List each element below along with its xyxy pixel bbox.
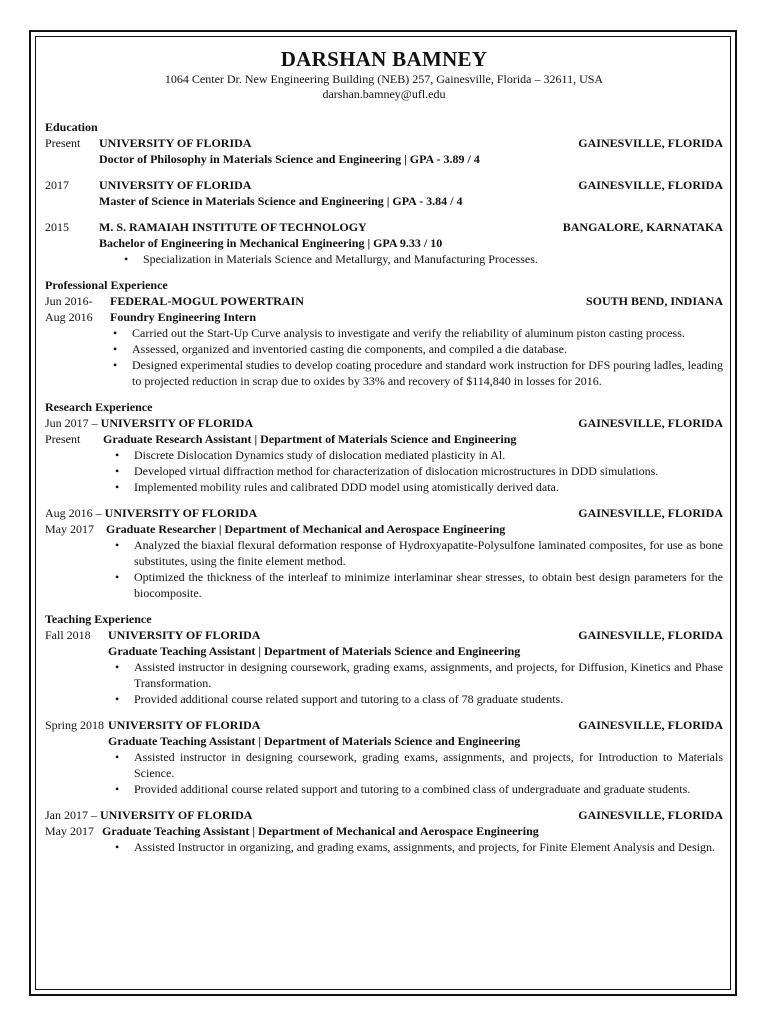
entry-location: GAINESVILLE, FLORIDA: [578, 628, 723, 642]
entry-date: Present: [45, 136, 81, 150]
bullet-list: [45, 537, 723, 601]
entry-role: Graduate Teaching Assistant | Department of Mechanical and Aerospace Engineering: [102, 824, 539, 838]
entry-date-start: Jun 2017 –: [45, 416, 101, 430]
entry-location: GAINESVILLE, FLORIDA: [578, 178, 723, 192]
entry-date-end: May 2017: [45, 824, 94, 838]
education-entry: [45, 135, 723, 167]
section-title-teaching: Teaching Experience: [45, 612, 152, 626]
bullet-item: • Specialization in Materials Science and Metallurgy, and Manufacturing Processes.: [99, 251, 723, 267]
resume: [45, 46, 723, 855]
resume-address: 1064 Center Dr. New Engineering Building (NEB) 257, Gainesville, Florida – 32611, USA: [164, 72, 604, 86]
entry-location: SOUTH BEND, INDIANA: [585, 294, 723, 308]
entry-organization: UNIVERSITY OF FLORIDA: [100, 416, 254, 430]
section-title-professional: Professional Experience: [45, 278, 168, 292]
bullet-item: • Provided additional course related support and tutoring to a combined class of undergraduate and graduate students.: [90, 781, 723, 797]
experience-entry: [45, 293, 723, 389]
entry-organization: UNIVERSITY OF FLORIDA: [108, 628, 261, 642]
bullet-list: [45, 325, 723, 389]
entry-organization: UNIVERSITY OF FLORIDA: [108, 718, 261, 732]
entry-date: Fall 2018: [45, 628, 91, 642]
bullet-item: • Implemented mobility rules and calibrated DDD model using atomistically derived data.: [90, 479, 723, 495]
bullet-item: • Developed virtual diffraction method for characterization of dislocation microstructures in DDD simulations.: [90, 463, 723, 479]
entry-date-start: Jan 2017 –: [45, 808, 100, 822]
entry-date-start: Jun 2016-: [45, 294, 93, 308]
entry-role: Graduate Research Assistant | Department of Materials Science and Engineering: [103, 432, 517, 446]
education-entry: [45, 177, 723, 209]
entry-organization: FEDERAL-MOGUL POWERTRAIN: [110, 294, 304, 308]
entry-organization: UNIVERSITY OF FLORIDA: [104, 506, 258, 520]
entry-organization: UNIVERSITY OF FLORIDA: [99, 178, 252, 192]
entry-location: GAINESVILLE, FLORIDA: [578, 718, 723, 732]
entry-role: Graduate Teaching Assistant | Department of Materials Science and Engineering: [108, 644, 521, 658]
teaching-entry: [45, 807, 723, 855]
resume-email: darshan.bamney@ufl.edu: [322, 87, 446, 101]
entry-role: Graduate Researcher | Department of Mechanical and Aerospace Engineering: [106, 522, 506, 536]
resume-name: DARSHAN BAMNEY: [280, 47, 488, 71]
entry-organization: UNIVERSITY OF FLORIDA: [100, 808, 253, 822]
section-title-education: Education: [45, 120, 98, 134]
entry-organization: UNIVERSITY OF FLORIDA: [99, 136, 252, 150]
entry-date: 2017: [45, 178, 69, 192]
bullet-item: • Provided additional course related support and tutoring to a class of 78 graduate students.: [90, 691, 723, 707]
entry-degree: Doctor of Philosophy in Materials Science and Engineering | GPA - 3.89 / 4: [99, 152, 480, 166]
bullet-item: • Designed experimental studies to develop coating procedure and standard work instruction for DFS pouring ladles, leading to projected reduction in scrap due to oxides by 33% and recovery of $114,840 in losses for 2016.: [88, 357, 723, 389]
teaching-entry: [45, 627, 723, 707]
experience-entry: [45, 415, 723, 495]
bullet-item: • Analyzed the biaxial flexural deformation response of Hydroxyapatite-Polysulfone laminated composites, for use as bone substitutes, using the finite element method.: [90, 537, 723, 569]
entry-degree: Bachelor of Engineering in Mechanical Engineering | GPA 9.33 / 10: [99, 236, 443, 250]
entry-location: GAINESVILLE, FLORIDA: [578, 416, 723, 430]
bullet-list: [45, 251, 723, 267]
experience-entry: [45, 505, 723, 601]
teaching-entry: [45, 717, 723, 797]
education-section: [45, 135, 723, 267]
professional-section: [45, 293, 723, 389]
entry-degree: Master of Science in Materials Science and Engineering | GPA - 3.84 / 4: [99, 194, 463, 208]
bullet-item: • Assessed, organized and inventoried casting die components, and compiled a die database.: [88, 341, 723, 357]
entry-location: BANGALORE, KARNATAKA: [562, 220, 723, 234]
entry-date-end: Present: [45, 432, 81, 446]
bullet-item: • Assisted instructor in designing coursework, grading exams, assignments, and projects, for Introduction to Materials Science.: [90, 749, 723, 781]
entry-date: Spring 2018: [45, 718, 105, 732]
bullet-list: [45, 839, 723, 855]
entry-location: GAINESVILLE, FLORIDA: [578, 808, 723, 822]
education-entry: [45, 219, 723, 267]
entry-role: Foundry Engineering Intern: [110, 310, 257, 324]
bullet-item: • Optimized the thickness of the interleaf to minimize interlaminar shear stresses, to obtain best design parameters for the biocomposite.: [90, 569, 723, 601]
bullet-item: • Assisted instructor in designing coursework, grading exams, assignments, and projects, for Diffusion, Kinetics and Phase Transformation.: [90, 659, 723, 691]
entry-date-end: Aug 2016: [45, 310, 93, 324]
bullet-item: • Assisted Instructor in organizing, and grading exams, assignments, and projects, for Finite Element Analysis and Design.: [90, 839, 723, 855]
entry-role: Graduate Teaching Assistant | Department of Materials Science and Engineering: [108, 734, 521, 748]
bullet-item: • Discrete Dislocation Dynamics study of dislocation mediated plasticity in Al.: [90, 447, 723, 463]
bullet-list: [45, 447, 723, 495]
entry-organization: M. S. RAMAIAH INSTITUTE OF TECHNOLOGY: [99, 220, 367, 234]
research-section: [45, 415, 723, 601]
entry-date-start: Aug 2016 –: [45, 506, 105, 520]
entry-date-end: May 2017: [45, 522, 94, 536]
bullet-list: [45, 659, 723, 707]
teaching-section: [45, 627, 723, 855]
bullet-item: • Carried out the Start-Up Curve analysis to investigate and verify the reliability of aluminum piston casting process.: [88, 325, 723, 341]
entry-location: GAINESVILLE, FLORIDA: [578, 506, 723, 520]
bullet-list: [45, 749, 723, 797]
entry-date: 2015: [45, 220, 69, 234]
section-title-research: Research Experience: [45, 400, 153, 414]
entry-location: GAINESVILLE, FLORIDA: [578, 136, 723, 150]
